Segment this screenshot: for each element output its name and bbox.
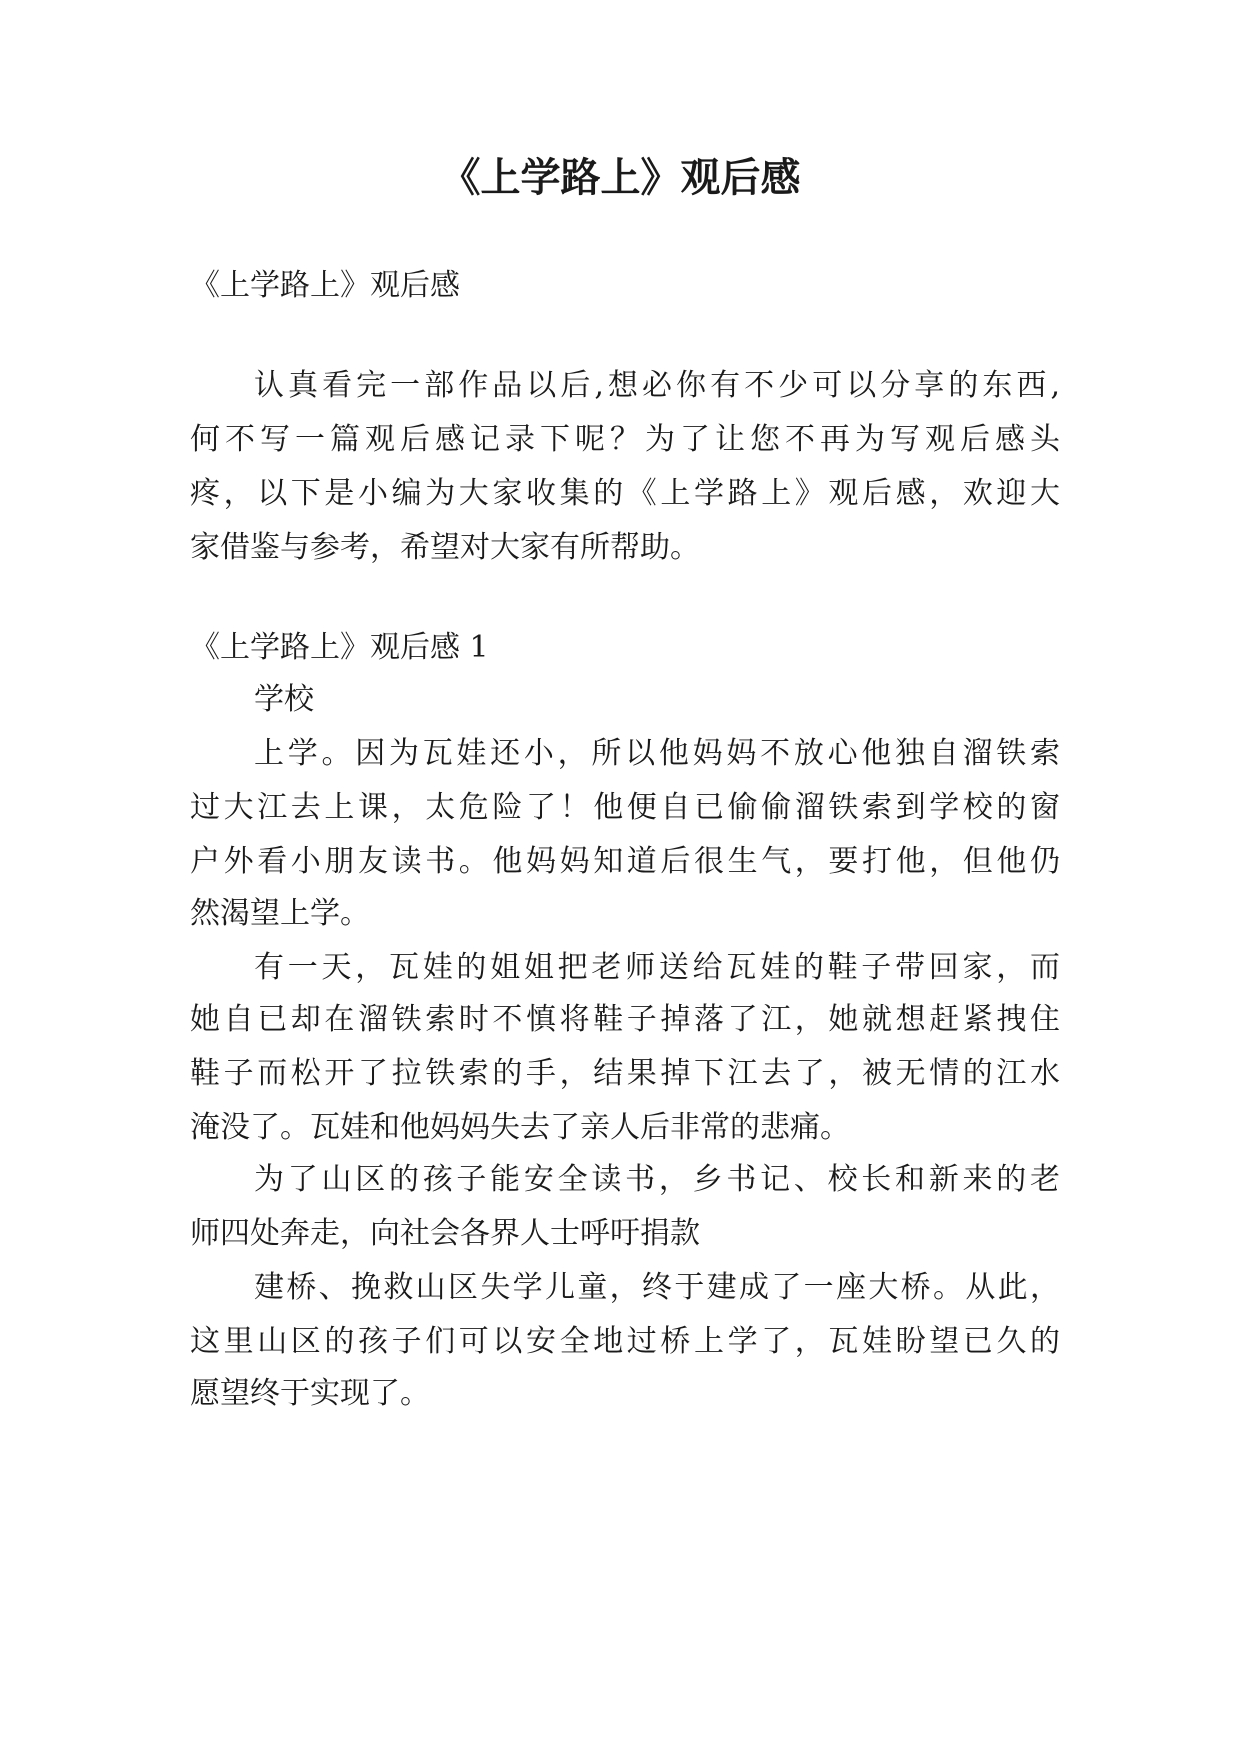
body-line: 有一天，瓦娃的姐姐把老师送给瓦娃的鞋子带回家，而 [254,950,1060,985]
body-line: 鞋子而松开了拉铁索的手，结果掉下江去了，被无情的江水 [190,1056,1060,1091]
intro-line: 何不写一篇观后感记录下呢？为了让您不再为写观后感头 [190,422,1060,457]
intro-line: 疼，以下是小编为大家收集的《上学路上》观后感，欢迎大 [190,476,1060,511]
body-line: 淹没了。瓦娃和他妈妈失去了亲人后非常的悲痛。 [190,1110,850,1145]
body-line: 户外看小朋友读书。他妈妈知道后很生气，要打他，但他仍 [190,844,1060,879]
document-title: 《上学路上》观后感 [440,155,801,201]
body-line: 师四处奔走，向社会各界人士呼吁捐款 [190,1216,700,1251]
intro-line: 认真看完一部作品以后,想必你有不少可以分享的东西, [254,368,1060,403]
intro-line: 家借鉴与参考，希望对大家有所帮助。 [190,530,700,565]
body-line: 然渴望上学。 [190,896,370,931]
document-subtitle: 《上学路上》观后感 [190,268,460,303]
body-line: 过大江去上课，太危险了！他便自已偷偷溜铁索到学校的窗 [190,790,1060,825]
body-line: 建桥、挽救山区失学儿童，终于建成了一座大桥。从此， [254,1270,1060,1305]
body-line: 愿望终于实现了。 [190,1376,430,1411]
body-line-school: 学校 [254,682,314,717]
body-line: 这里山区的孩子们可以安全地过桥上学了，瓦娃盼望已久的 [190,1324,1060,1359]
body-line: 她自已却在溜铁索时不慎将鞋子掉落了江，她就想赶紧拽住 [190,1002,1060,1037]
section-heading: 《上学路上》观后感 1 [190,630,489,665]
body-line: 为了山区的孩子能安全读书，乡书记、校长和新来的老 [254,1162,1060,1197]
body-line: 上学。因为瓦娃还小，所以他妈妈不放心他独自溜铁索 [254,736,1060,771]
